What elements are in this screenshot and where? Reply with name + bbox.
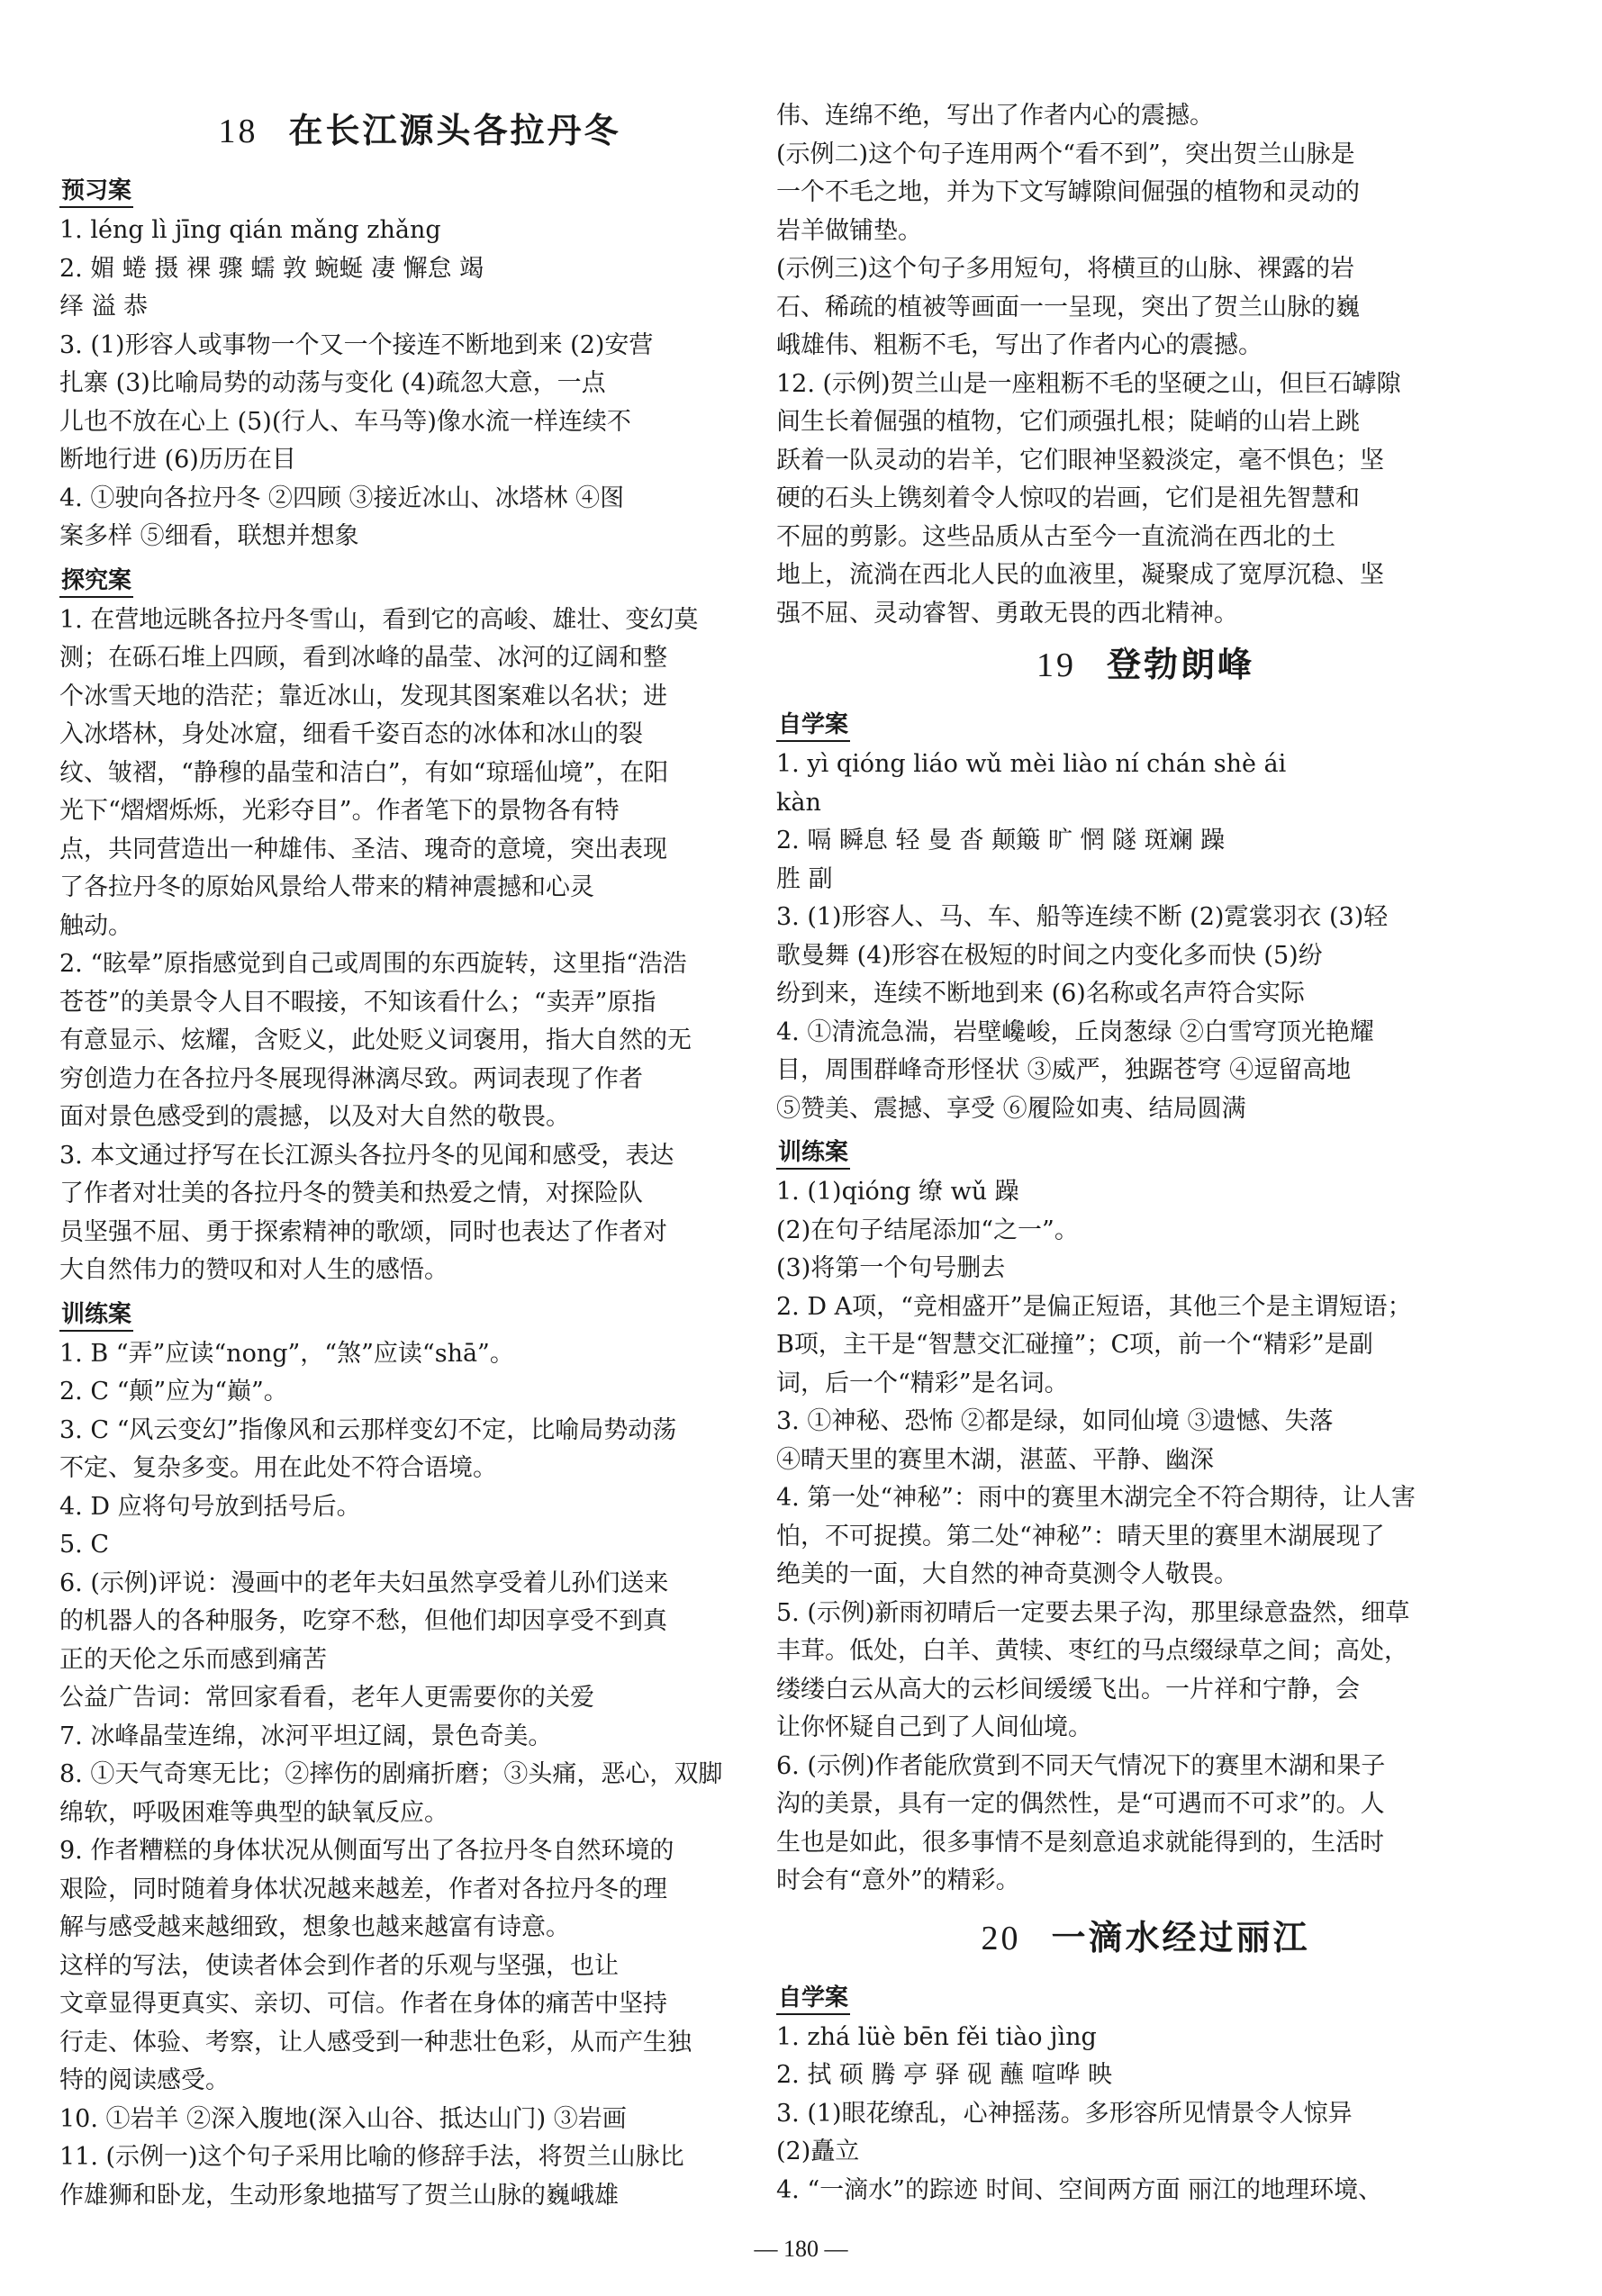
answer-line: 扎寨 (3)比喻局势的动荡与变化 (4)疏忽大意，一点 xyxy=(59,369,606,397)
answer-line: 6. (示例)作者能欣赏到不同天气情况下的赛里木湖和果子 xyxy=(776,1751,1386,1780)
answer-line: 公益广告词：常回家看看，老年人更需要你的关爱 xyxy=(59,1684,594,1712)
answer-line: 2. D A项，“竞相盛开”是偏正短语，其他三个是主谓短语； xyxy=(776,1292,1412,1321)
lesson-18-continued xyxy=(776,97,1515,633)
answer-line: 4. ①清流急湍，岩壁巉峻，丘岗葱绿 ②白雪穹顶光艳耀 xyxy=(776,1017,1374,1046)
answer-line: 沟的美景，具有一定的偶然性，是“可遇而不可求”的。人 xyxy=(776,1790,1385,1818)
answer-line: 1. B “弄”应读“nong”，“煞”应读“shā”。 xyxy=(59,1339,514,1368)
answer-line: 峨雄伟、粗粝不毛，写出了作者内心的震撼。 xyxy=(776,331,1263,359)
answer-line: 穷创造力在各拉丹冬展现得淋漓尽致。两词表现了作者 xyxy=(59,1064,643,1093)
answer-line: (2)在句子结尾添加“之一”。 xyxy=(776,1216,1079,1244)
self-study-answers xyxy=(776,2019,1515,2210)
lesson-title-text: 在长江源头各拉丹冬 xyxy=(288,111,621,150)
section-heading-explore: 探究案 xyxy=(59,562,133,598)
answer-line: 2. 嗝 瞬息 轻 曼 沓 颠簸 旷 惘 隧 斑斓 躁 xyxy=(776,827,1226,854)
lesson-number: 20 xyxy=(981,1919,1021,1957)
answer-line: 10. ①岩羊 ②深入腹地(深入山谷、抵达山门) ③岩画 xyxy=(59,2104,627,2133)
answer-line: 强不屈、灵动睿智、勇敢无畏的西北精神。 xyxy=(776,599,1238,628)
answer-line: 8. ①天气奇寒无比；②摔伤的剧痛折磨；③头痛，恶心，双脚 xyxy=(59,1760,723,1788)
answer-line: 大自然伟力的赞叹和对人生的感悟。 xyxy=(59,1256,448,1284)
answer-line: 3. 本文通过抒写在长江源头各拉丹冬的见闻和感受，表达 xyxy=(59,1141,674,1170)
answer-line: (2)矗立 xyxy=(776,2138,860,2165)
preview-answers xyxy=(59,212,780,556)
answer-line: 行走、体验、考察，让人感受到一种悲壮色彩，从而产生独 xyxy=(59,2028,692,2056)
answer-line: 5. C xyxy=(59,1531,110,1559)
answer-line: 缕缕白云从高大的云杉间缓缓飞出。一片祥和宁静，会 xyxy=(776,1675,1360,1704)
answer-line: 12. (示例)贺兰山是一座粗粝不毛的坚硬之山，但巨石罅隙 xyxy=(776,369,1401,398)
answer-line: 一个不毛之地，并为下文写罅隙间倔强的植物和灵动的 xyxy=(776,178,1360,206)
lesson-number: 19 xyxy=(1036,646,1076,684)
answer-line: 不定、复杂多变。用在此处不符合语境。 xyxy=(59,1454,497,1482)
answer-line: ④晴天里的赛里木湖，湛蓝、平静、幽深 xyxy=(776,1445,1214,1474)
answer-line: 纹、皱褶，“静穆的晶莹和洁白”，有如“琼瑶仙境”，在阳 xyxy=(59,758,669,787)
answer-line: 测；在砾石堆上四顾，看到冰峰的晶莹、冰河的辽阔和整 xyxy=(59,644,667,672)
section-heading-training: 训练案 xyxy=(59,1296,133,1332)
answer-line: 1. (1)qióng 缭 wǔ 躁 xyxy=(776,1178,1019,1206)
answer-line: 丰茸。低处，白羊、黄犊、枣红的马点缀绿草之间；高处， xyxy=(776,1637,1408,1665)
answer-line: 1. zhá lüè bēn fěi tiào jìng xyxy=(776,2022,1097,2051)
answer-line: 这样的写法，使读者体会到作者的乐观与坚强，也让 xyxy=(59,1951,619,1980)
answer-line: 文章显得更真实、亲切、可信。作者在身体的痛苦中坚持 xyxy=(59,1990,667,2018)
answer-line: 入冰塔林，身处冰窟，细看千姿百态的冰体和冰山的裂 xyxy=(59,720,643,748)
answer-line: 员坚强不屈、勇于探索精神的歌颂，同时也表达了作者对 xyxy=(59,1217,667,1246)
answer-line: 正的天伦之乐而感到痛苦 xyxy=(59,1645,327,1674)
answer-line: kàn xyxy=(776,788,821,817)
lesson-20-title xyxy=(776,1910,1515,1959)
answer-line: 3. (1)眼花缭乱，心神摇荡。多形容所见情景令人惊异 xyxy=(776,2099,1353,2128)
answer-line: 面对景色感受到的震撼，以及对大自然的敬畏。 xyxy=(59,1103,570,1131)
answer-line: 艰险，同时随着身体状况越来越差，作者对各拉丹冬的理 xyxy=(59,1875,667,1903)
left-column xyxy=(59,97,780,2215)
answer-line: 生也是如此，很多事情不是刻意追求就能得到的，生活时 xyxy=(776,1828,1384,1857)
answer-line: 2. 媚 蜷 摄 裸 骤 蠕 敦 蜿蜒 凄 懈怠 竭 xyxy=(59,254,484,283)
page-number: — 180 — xyxy=(754,2236,848,2262)
training-answers xyxy=(776,1173,1515,1901)
answer-line: 地上，流淌在西北人民的血液里，凝聚成了宽厚沉稳、坚 xyxy=(776,561,1384,589)
answer-line: 让你怀疑自己到了人间仙境。 xyxy=(776,1713,1092,1741)
answer-line: 2. “眩晕”原指感觉到自己或周围的东西旋转，这里指“浩浩 xyxy=(59,950,687,978)
answer-line: 了各拉丹冬的原始风景给人带来的精神震撼和心灵 xyxy=(59,873,594,901)
answer-line: 2. 拭 硕 腾 亭 驿 砚 蘸 喧哗 映 xyxy=(776,2061,1113,2089)
answer-line: 儿也不放在心上 (5)(行人、车马等)像水流一样连续不 xyxy=(59,407,631,436)
answer-line: (3)将第一个句号删去 xyxy=(776,1254,1006,1282)
answer-line: 光下“熠熠烁烁，光彩夺目”。作者笔下的景物各有特 xyxy=(59,797,620,825)
answer-line: 特的阅读感受。 xyxy=(59,2066,230,2094)
answer-line: 点，共同营造出一种雄伟、圣洁、瑰奇的意境，突出表现 xyxy=(59,835,667,863)
answer-line: 触动。 xyxy=(59,911,132,940)
answer-line: 解与感受越来越细致，想象也越来越富有诗意。 xyxy=(59,1913,570,1941)
lesson-title-text: 一滴水经过丽江 xyxy=(1051,1917,1310,1957)
lesson-19-title xyxy=(776,637,1515,686)
answer-line: (示例三)这个句子多用短句，将横亘的山脉、裸露的岩 xyxy=(776,255,1355,283)
answer-line: 间生长着倔强的植物，它们顽强扎根；陡峭的山岩上跳 xyxy=(776,408,1360,436)
answer-line: 作雄狮和卧龙，生动形象地描写了贺兰山脉的巍峨雄 xyxy=(59,2181,619,2210)
answer-line: 纷到来，连续不断地到来 (6)名称或名声符合实际 xyxy=(776,980,1305,1008)
answer-line: 石、稀疏的植被等画面一一呈现，突出了贺兰山脉的巍 xyxy=(776,293,1360,321)
training-answers xyxy=(59,1335,780,2216)
answer-line: 个冰雪天地的浩茫；靠近冰山，发现其图案难以名状；进 xyxy=(59,682,667,710)
answer-line: 1. 在营地远眺各拉丹冬雪山，看到它的高峻、雄壮、变幻莫 xyxy=(59,605,699,634)
answer-line: 9. 作者糟糕的身体状况从侧面写出了各拉丹冬自然环境的 xyxy=(59,1837,674,1865)
answer-line: 11. (示例一)这个句子采用比喻的修辞手法，将贺兰山脉比 xyxy=(59,2143,684,2171)
answer-line: 5. (示例)新雨初晴后一定要去果子沟，那里绿意盎然，细草 xyxy=(776,1598,1410,1627)
section-heading-self-study: 自学案 xyxy=(776,706,850,742)
answer-line: 岩羊做铺垫。 xyxy=(776,216,922,245)
lesson-title-text: 登勃朗峰 xyxy=(1106,645,1254,684)
answer-line: 4. 第一处“神秘”：雨中的赛里木湖完全不符合期待，让人害 xyxy=(776,1484,1416,1512)
answer-line: 2. C “颠”应为“巅”。 xyxy=(59,1378,288,1406)
explore-answers xyxy=(59,601,780,1290)
section-heading-preview: 预习案 xyxy=(59,172,133,208)
answer-line: 案多样 ⑤细看，联想并想象 xyxy=(59,522,359,550)
answer-line: 3. C “风云变幻”指像风和云那样变幻不定，比喻局势动荡 xyxy=(59,1415,677,1444)
answer-line: 时会有“意外”的精彩。 xyxy=(776,1867,1020,1894)
answer-line: (示例二)这个句子连用两个“看不到”，突出贺兰山脉是 xyxy=(776,140,1355,168)
answer-line: 3. ①神秘、恐怖 ②都是绿，如同仙境 ③遗憾、失落 xyxy=(776,1407,1334,1435)
lesson-18-title xyxy=(59,103,780,152)
answer-line: 4. “一滴水”的踪迹 时间、空间两方面 丽江的地理环境、 xyxy=(776,2175,1383,2204)
answer-line: 怕，不可捉摸。第二处“神秘”：晴天里的赛里木湖展现了 xyxy=(776,1522,1385,1550)
answer-line: 6. (示例)评说：漫画中的老年夫妇虽然享受着儿孙们送来 xyxy=(59,1568,669,1597)
section-heading-training: 训练案 xyxy=(776,1134,850,1170)
answer-line: 7. 冰峰晶莹连绵，冰河平坦辽阔，景色奇美。 xyxy=(59,1722,553,1750)
answer-line: 伟、连绵不绝，写出了作者内心的震撼。 xyxy=(776,102,1214,130)
answer-line: 3. (1)形容人、马、车、船等连续不断 (2)霓裳羽衣 (3)轻 xyxy=(776,903,1389,931)
answer-line: 的机器人的各种服务，吃穿不愁，但他们却因享受不到真 xyxy=(59,1607,667,1635)
answer-line: 绎 溢 恭 xyxy=(59,293,149,321)
answer-line: 歌曼舞 (4)形容在极短的时间之内变化多而快 (5)纷 xyxy=(776,941,1323,970)
answer-line: 3. (1)形容人或事物一个又一个接连不断地到来 (2)安营 xyxy=(59,330,654,359)
answer-line: 胜 副 xyxy=(776,864,833,893)
right-column xyxy=(776,97,1515,2210)
answer-line: 绵软，呼吸困难等典型的缺氧反应。 xyxy=(59,1798,448,1827)
answer-line: 目，周围群峰奇形怪状 ③威严，独踞苍穹 ④逗留高地 xyxy=(776,1056,1352,1084)
answer-line: 4. ①驶向各拉丹冬 ②四顾 ③接近冰山、冰塔林 ④图 xyxy=(59,484,625,512)
self-study-answers xyxy=(776,746,1515,1128)
answer-line: 4. D 应将句号放到括号后。 xyxy=(59,1492,361,1521)
answer-line: 了作者对壮美的各拉丹冬的赞美和热爱之情，对探险队 xyxy=(59,1180,643,1207)
answer-line: 苍苍”的美景令人目不暇接，不知该看什么；“卖弄”原指 xyxy=(59,988,656,1017)
section-heading-self-study: 自学案 xyxy=(776,1979,850,2015)
answer-line: 断地行进 (6)历历在目 xyxy=(59,446,296,474)
answer-line: 1. léng lì jīng qián mǎng zhǎng xyxy=(59,216,441,244)
answer-line: 有意显示、炫耀，含贬义，此处贬义词褒用，指大自然的无 xyxy=(59,1026,692,1054)
answer-line: 绝美的一面，大自然的神奇莫测令人敬畏。 xyxy=(776,1560,1238,1588)
answer-line: B项，主干是“智慧交汇碰撞”；C项，前一个“精彩”是副 xyxy=(776,1331,1373,1359)
answer-line: 1. yì qióng liáo wǔ mèi liào ní chán shè ái xyxy=(776,750,1287,778)
lesson-number: 18 xyxy=(218,113,258,150)
answer-line: 不屈的剪影。这些品质从古至今一直流淌在西北的土 xyxy=(776,522,1335,551)
answer-line: ⑤赞美、震撼、享受 ⑥履险如夷、结局圆满 xyxy=(776,1094,1246,1123)
answer-line: 跃着一队灵动的岩羊，它们眼神坚毅淡定，毫不惧色；坚 xyxy=(776,446,1384,475)
answer-line: 硬的石头上镌刻着令人惊叹的岩画，它们是祖先智慧和 xyxy=(776,484,1360,512)
answer-line: 词，后一个“精彩”是名词。 xyxy=(776,1369,1069,1397)
